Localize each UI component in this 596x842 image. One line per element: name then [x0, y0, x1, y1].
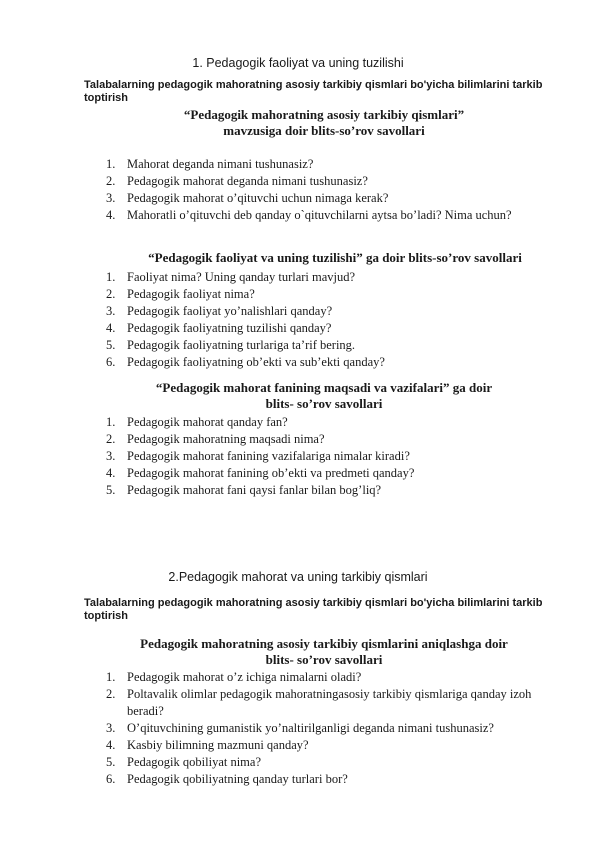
list-item: 4. Mahoratli o’qituvchi deb qanday o`qituvchilarni aytsa bo’ladi? Nima uchun? — [106, 208, 512, 222]
list-item: 3. Pedagogik mahorat fanining vazifalariga nimalar kiradi? — [106, 449, 410, 463]
list-item: 2. Poltavalik olimlar pedagogik mahoratningasosiy tarkibiy qismlariga qanday izoh beradi? — [106, 687, 532, 718]
section1-block3-heading — [84, 380, 564, 412]
heading-line: “Pedagogik mahoratning asosiy tarkibiy qismlari” — [183, 107, 465, 122]
list-item: 6. Pedagogik qobiliyatning qanday turlari bor? — [106, 772, 348, 786]
section2-block1-heading — [84, 636, 564, 668]
list-item: 5. Pedagogik qobiliyat nima? — [106, 755, 262, 769]
list-item: 4. Pedagogik mahorat fanining ob’ekti va predmeti qanday? — [106, 466, 415, 480]
section1-block2-heading — [110, 250, 560, 266]
list-item: 2. Pedagogik mahoratning maqsadi nima? — [106, 432, 325, 446]
list-item: 1. Pedagogik mahorat o’z ichiga nimalarni oladi? — [106, 670, 362, 684]
section2-title: 2.Pedagogik mahorat va uning tarkibiy qismlari — [168, 570, 428, 584]
heading-line: Pedagogik mahoratning asosiy tarkibiy qismlarini aniqlashga doir — [140, 636, 508, 651]
section2-block1-list — [106, 669, 558, 788]
section1-task: Talabalarning pedagogik mahoratning asosiy tarkibiy qismlari bo'yicha bilimlarini tarkib toptirish — [84, 79, 543, 104]
list-item: 4. Pedagogik faoliyatning tuzilishi qanday? — [106, 321, 332, 335]
heading-line: blits- so’rov savollari — [265, 396, 383, 411]
section2-task: Talabalarning pedagogik mahoratning asosiy tarkibiy qismlari bo'yicha bilimlarini tarkib toptirish — [84, 597, 543, 622]
list-item: 3. O’qituvchining gumanistik yo’naltirilganligi deganda nimani tushunasiz? — [106, 721, 494, 735]
list-item: 3. Pedagogik faoliyat yo’nalishlari qanday? — [106, 304, 333, 318]
list-item: 5. Pedagogik faoliyatning turlariga ta’rif bering. — [106, 338, 356, 352]
section1-title: 1. Pedagogik faoliyat va uning tuzilishi — [192, 56, 404, 70]
list-item: 1. Faoliyat nima? Uning qanday turlari mavjud? — [106, 270, 356, 284]
list-item: 2. Pedagogik faoliyat nima? — [106, 287, 255, 301]
list-item: 2. Pedagogik mahorat deganda nimani tushunasiz? — [106, 174, 368, 188]
list-item: 4. Kasbiy bilimning mazmuni qanday? — [106, 738, 309, 752]
list-item: 1. Mahorat deganda nimani tushunasiz? — [106, 157, 314, 171]
list-item: 6. Pedagogik faoliyatning ob’ekti va sub’ekti qanday? — [106, 355, 385, 369]
list-item: 5. Pedagogik mahorat fani qaysi fanlar bilan bog’liq? — [106, 483, 382, 497]
list-item: 3. Pedagogik mahorat o’qituvchi uchun nimaga kerak? — [106, 191, 389, 205]
heading-line: “Pedagogik mahorat fanining maqsadi va vazifalari” ga doir — [155, 380, 493, 395]
section1-block1-list — [106, 156, 558, 224]
heading-line: blits- so’rov savollari — [265, 652, 383, 667]
section1-block2-list — [106, 269, 558, 371]
section1-block1-heading — [84, 107, 564, 139]
list-item: 1. Pedagogik mahorat qanday fan? — [106, 415, 288, 429]
heading-line: mavzusiga doir blits-so’rov savollari — [223, 123, 425, 138]
heading-line: “Pedagogik faoliyat va uning tuzilishi” ga doir blits-so’rov savollari — [148, 250, 522, 265]
section1-block3-list — [106, 414, 558, 499]
